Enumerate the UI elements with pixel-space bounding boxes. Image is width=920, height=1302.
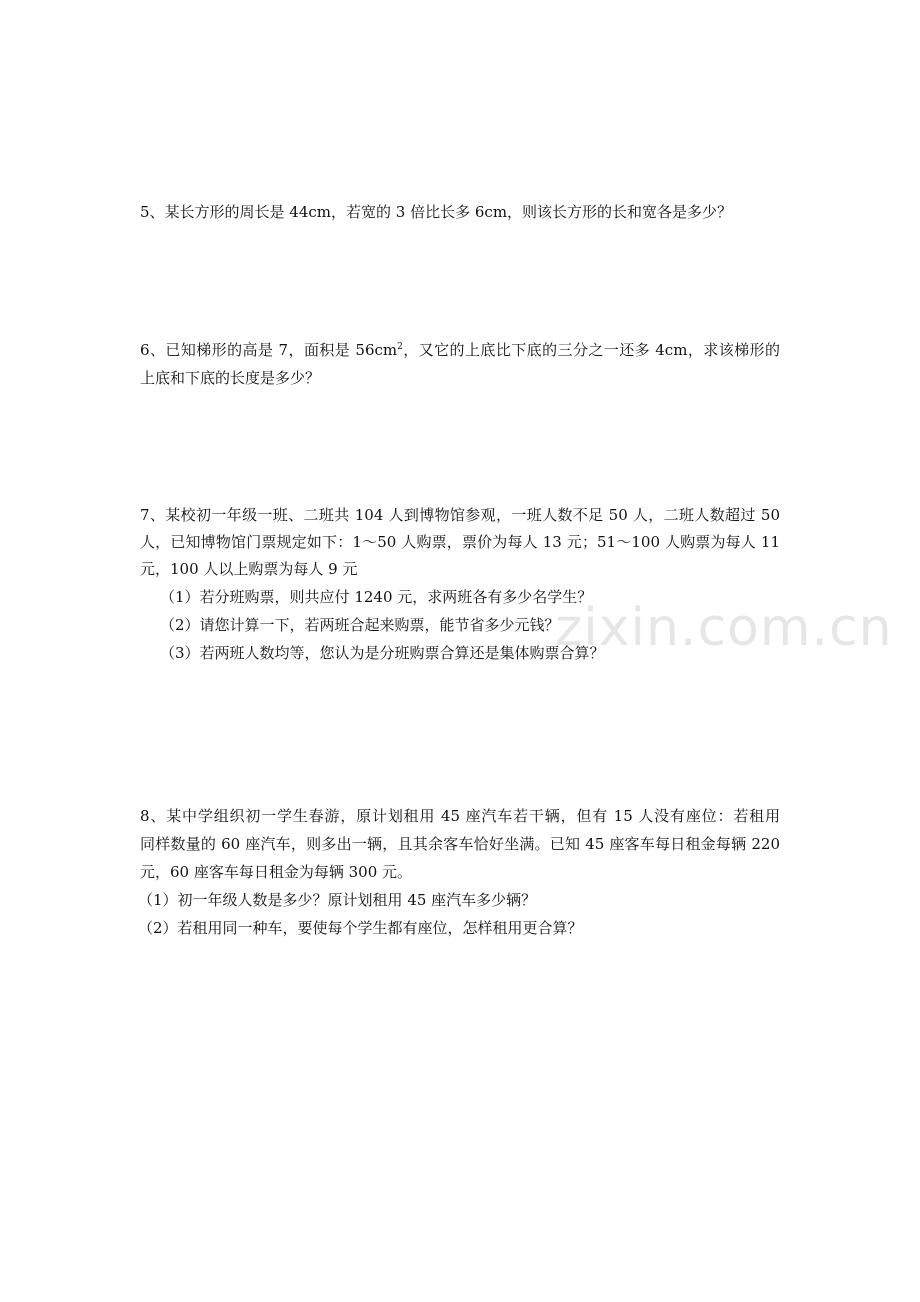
question-7-sub-2: （2）请您计算一下，若两班合起来购票，能节省多少元钱？	[160, 616, 560, 634]
question-6-line-2: 上底和下底的长度是多少？	[140, 369, 321, 387]
question-8-line-2: 同样数量的 60 座汽车，则多出一辆，且其余客车恰好坐满。已知 45 座客车每日租金每辆 220	[140, 835, 780, 853]
question-8-sub-2: （2）若租用同一种车，要使每个学生都有座位，怎样租用更合算？	[138, 919, 583, 937]
question-5-text: 5、某长方形的周长是 44cm，若宽的 3 倍比长多 6cm，则该长方形的长和宽各是多少？	[140, 203, 733, 221]
question-8-sub-1: （1）初一年级人数是多少？原计划租用 45 座汽车多少辆？	[138, 891, 537, 909]
question-7-sub-1: （1）若分班购票，则共应付 1240 元，求两班各有多少名学生？	[160, 588, 593, 606]
question-6-line-1	[140, 339, 780, 361]
question-7-line-1: 7、某校初一年级一班、二班共 104 人到博物馆参观，一班人数不足 50 人，二班人数超过 50	[140, 506, 780, 524]
superscript-2: 2	[397, 342, 403, 352]
question-8-line-1: 8、某中学组织初一学生春游，原计划租用 45 座汽车若干辆，但有 15 人没有座位：若租用	[140, 807, 780, 825]
question-7-line-2: 人，已知博物馆门票规定如下：1～50 人购票，票价为每人 13 元；51～100 人购票为每人 11	[140, 533, 780, 551]
question-7-sub-3: （3）若两班人数均等，您认为是分班购票合算还是集体购票合算？	[160, 644, 605, 662]
question-6-text-b: ，又它的上底比下底的三分之一还多 4cm，求该梯形的	[402, 341, 780, 359]
question-8-line-3: 元，60 座客车每日租金为每辆 300 元。	[140, 863, 413, 881]
question-7-line-3: 元，100 人以上购票为每人 9 元	[140, 560, 358, 578]
watermark: zixin.com.cn	[555, 598, 893, 658]
question-6-text-a: 6、已知梯形的高是 7，面积是 56cm	[140, 341, 398, 359]
